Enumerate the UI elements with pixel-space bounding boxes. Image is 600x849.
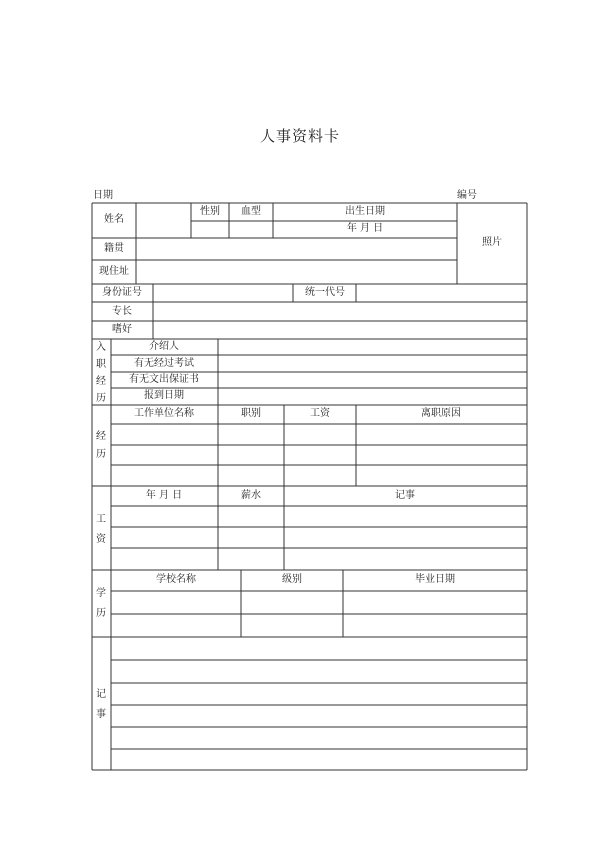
salary-side-label-char: 资: [96, 534, 106, 545]
hobby-label: 嗜好: [112, 324, 132, 335]
birth-date-label: 出生日期: [345, 206, 385, 217]
note-header: 记事: [395, 490, 415, 501]
entry-side-label-char: 经: [96, 376, 106, 387]
name-label: 姓名: [104, 214, 124, 225]
guarantee-label: 有无文出保证书: [129, 374, 199, 385]
notes-side-label-char: 事: [96, 709, 106, 720]
wage-header: 工资: [310, 408, 330, 419]
education-side-label-char: 学: [96, 588, 106, 599]
id-number-label: 身份证号: [102, 287, 142, 298]
position-header: 职别: [241, 408, 261, 419]
date-label: 日期: [93, 190, 113, 201]
referrer-label: 介绍人: [149, 341, 179, 352]
photo-label: 照片: [482, 237, 502, 248]
employer-header: 工作单位名称: [134, 408, 194, 419]
leaving-reason-header: 离职原因: [421, 408, 461, 419]
report-date-label: 报到日期: [144, 390, 184, 401]
specialty-label: 专长: [112, 306, 132, 317]
date-header: 年 月 日: [145, 490, 183, 501]
address-label: 现住址: [99, 266, 129, 277]
experience-side-label-char: 经: [96, 431, 106, 442]
page-title: 人事资料卡: [259, 127, 340, 145]
number-label: 编号: [457, 190, 477, 201]
native-place-label: 籍贯: [104, 243, 124, 254]
notes-side-label-char: 记: [96, 689, 106, 700]
entry-side-label-char: 职: [96, 359, 106, 370]
blood-type-label: 血型: [241, 206, 261, 217]
school-header: 学校名称: [156, 574, 196, 585]
birth-date-format: 年 月 日: [346, 223, 384, 234]
gender-label: 性别: [200, 206, 220, 217]
salary-side-label-char: 工: [96, 514, 106, 525]
level-header: 级别: [282, 574, 302, 585]
exam-label: 有无经过考试: [134, 358, 194, 369]
education-side-label-char: 历: [96, 608, 106, 619]
unified-code-label: 统一代号: [305, 287, 345, 298]
experience-side-label-char: 历: [96, 449, 106, 460]
entry-side-label-char: 入: [96, 342, 106, 353]
graduation-date-header: 毕业日期: [415, 574, 455, 585]
pay-header: 薪水: [241, 490, 261, 501]
entry-side-label-char: 历: [96, 393, 106, 404]
